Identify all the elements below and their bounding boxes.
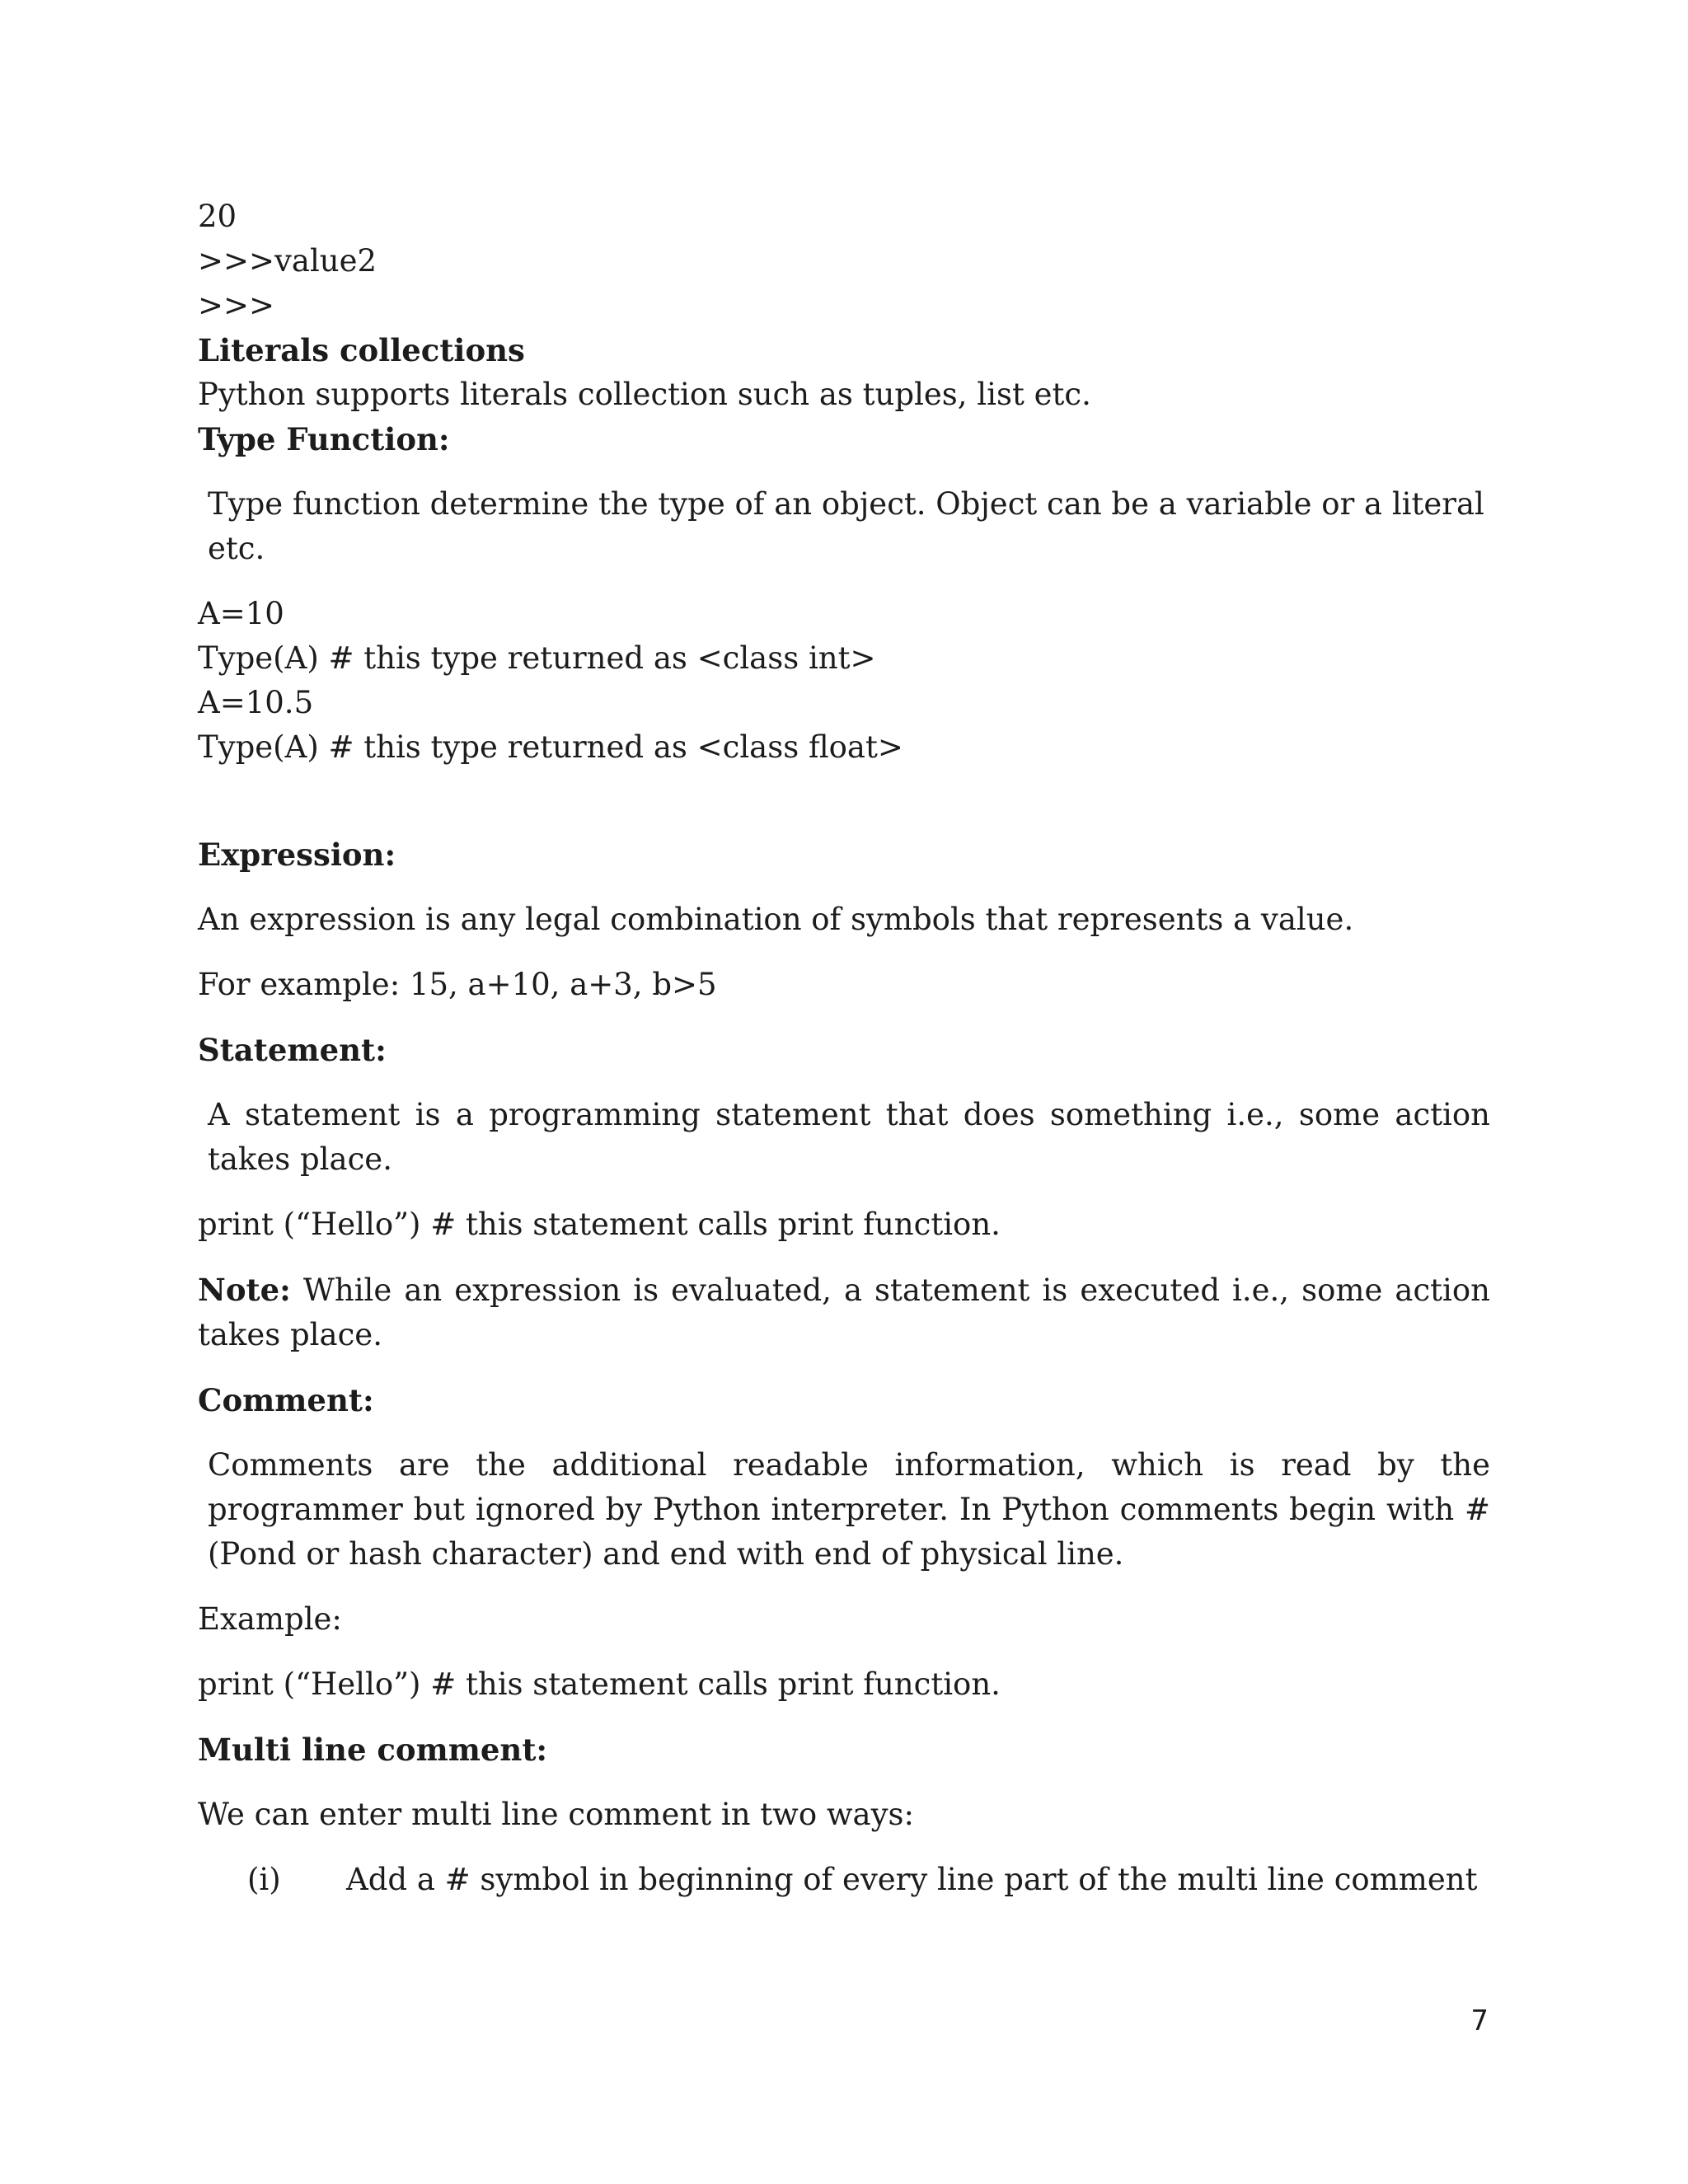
type-function-paragraph: Type function determine the type of an object. Object can be a variable or a literal etc. [208,486,1484,566]
code-line: Type(A) # this type returned as <class float> [198,729,903,765]
code-line: Type(A) # this type returned as <class int> [198,640,876,676]
comment-paragraph: Comments are the additional readable information, which is read by the programmer but ignored by Python interpreter. In Python comments begin with #(Pond or hash character) and end with end of physical line. [208,1447,1490,1572]
note-paragraph [198,1268,1490,1357]
literals-heading: Literals collections [198,332,525,368]
statement-example: print (“Hello”) # this statement calls print function. [198,1207,1001,1242]
comment-example: print (“Hello”) # this statement calls print function. [198,1666,1001,1702]
page-content [198,194,1490,1902]
expression-paragraph: An expression is any legal combination of symbols that represents a value. [198,902,1354,937]
code-prompt-line: >>>value2 [198,243,377,279]
statement-paragraph: A statement is a programming statement that does something i.e., some action takes place. [208,1097,1490,1177]
list-item-text: Add a # symbol in beginning of every line part of the multi line comment [346,1862,1478,1897]
code-output-line: 20 [198,199,237,234]
list-item-number: (i) [247,1862,281,1897]
page-number: 7 [1470,2004,1489,2037]
example-label: Example: [198,1601,342,1637]
note-label: Note: [198,1272,291,1308]
note-text: While an expression is evaluated, a statement is executed i.e., some action takes place. [198,1272,1490,1352]
statement-heading: Statement: [198,1032,387,1068]
code-prompt-line: >>> [198,288,275,323]
multiline-comment-heading: Multi line comment: [198,1732,548,1768]
expression-heading: Expression: [198,837,396,873]
list-item [198,1858,1490,1902]
expression-example: For example: 15, a+10, a+3, b>5 [198,967,717,1002]
code-line: A=10 [198,596,284,631]
code-line: A=10.5 [198,685,314,720]
comment-heading: Comment: [198,1382,374,1418]
type-function-heading: Type Function: [198,421,450,457]
literals-paragraph: Python supports literals collection such as tuples, list etc. [198,377,1091,412]
multiline-comment-paragraph: We can enter multi line comment in two ways: [198,1797,914,1832]
